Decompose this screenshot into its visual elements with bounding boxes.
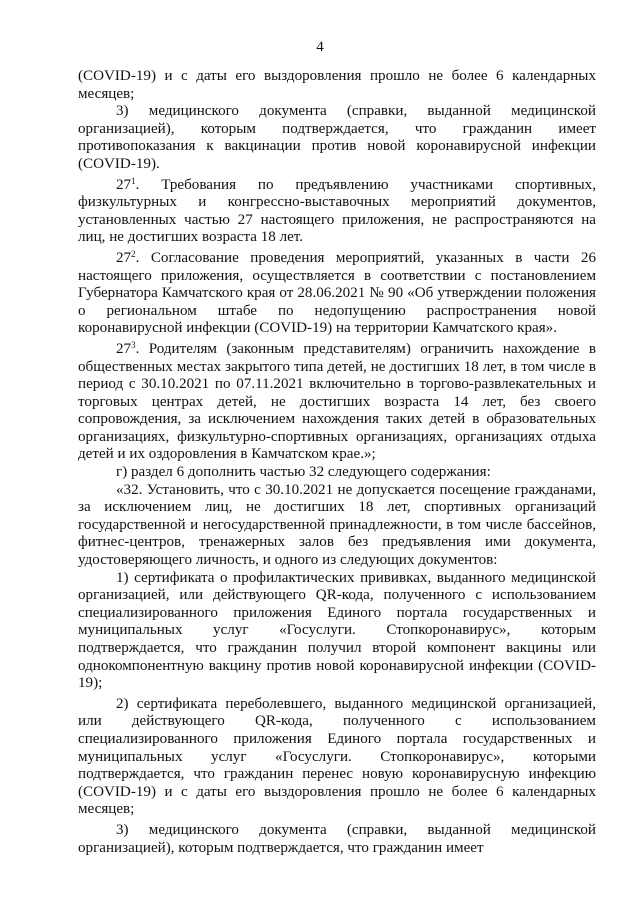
paragraph-part-27-2	[78, 250, 596, 338]
paragraph-number: 27	[116, 176, 132, 193]
paragraph-section-6-amendment	[78, 464, 596, 482]
paragraph-recovery-certificate	[78, 696, 596, 819]
paragraph-number-superscript: 1	[131, 175, 136, 186]
paragraph-number-superscript: 3	[131, 339, 136, 350]
paragraph-text: . Требования по предъявлению участниками спортивных, физкультурных и конгрессно-выставочных мероприятий документов, установленных частью 27 настоящего приложения, не распространяются на лиц, не достигших возраста 18 лет.	[78, 176, 596, 246]
page-number: 4	[316, 39, 324, 55]
document-body	[78, 68, 596, 857]
paragraph-text: 3) медицинского документа (справки, выданной медицинской организацией), которым подтверждается, что гражданин имеет противопоказания к вакцинации против новой коронавирусной инфекции (COVID-19).	[78, 103, 596, 172]
paragraph-text: . Согласование проведения мероприятий, указанных в части 26 настоящего приложения, осуществляется в соответствии с постановлением Губернатора Камчатского края от 28.06.2021 № 90 «Об утверждении положения о региональном штабе по недопущению распространения новой коронавирусной инфекции (COVID-19) на территории Камчатского края».	[78, 249, 596, 337]
paragraph-text: г) раздел 6 дополнить частью 32 следующего содержания:	[116, 464, 491, 481]
paragraph-number: 27	[116, 249, 132, 266]
paragraph-covid-recovery-end	[78, 68, 596, 103]
paragraph-text: (COVID-19) и с даты его выздоровления прошло не более 6 календарных месяцев;	[78, 68, 596, 102]
paragraph-part-27-1	[78, 177, 596, 247]
paragraph-medical-document	[78, 103, 596, 173]
paragraph-number-superscript: 2	[131, 248, 136, 259]
paragraph-part-27-3	[78, 341, 596, 464]
paragraph-text: 3) медицинского документа (справки, выданной медицинской организацией), которым подтверждается, что гражданин имеет	[78, 821, 596, 856]
paragraph-text: 1) сертификата о профилактических прививках, выданного медицинской организацией, или действующего QR-кода, полученного с использованием специализированного приложения Единого портала государственных и муниципальных услуг «Госуслуги. Стопкоронавирус», которым подтверждается, что гражданин получил второй компонент вакцины или однокомпонентную вакцину против новой коронавирусной инфекции (COVID-19);	[78, 569, 596, 692]
paragraph-part-32	[78, 482, 596, 570]
paragraph-text: «32. Установить, что с 30.10.2021 не допускается посещение гражданами, за исключением лиц, не достигших 18 лет, спортивных организаций государственной и негосударственной принадлежности, в том числе бассейнов, фитнес-центров, тренажерных залов без предъявления ими документа, удостоверяющего личность, и одного из следующих документов:	[78, 481, 596, 569]
paragraph-number: 27	[116, 340, 132, 357]
paragraph-medical-document-continued	[78, 822, 596, 857]
paragraph-text: . Родителям (законным представителям) ограничить нахождение в общественных местах закрытого типа детей, не достигших 18 лет, в том числе в период с 30.10.2021 по 07.11.2021 включительно в торгово-развлекательных и торговых центрах детей, не достигших возраста 14 лет, без своего сопровождения, за исключением нахождения таких детей в образовательных организациях, физкультурно-спортивных организациях, организациях отдыха детей и их оздоровления в Камчатском крае.»;	[78, 340, 596, 463]
paragraph-vaccination-certificate	[78, 570, 596, 693]
paragraph-text: 2) сертификата переболевшего, выданного медицинской организацией, или действующего QR-кода, полученного с использованием специализированного приложения Единого портала государственных и муниципальных услуг «Госуслуги. Стопкоронавирус», которыми подтверждается, что гражданин перенес новую коронавирусную инфекцию (COVID-19) и с даты его выздоровления прошло не более 6 календарных месяцев;	[78, 695, 596, 818]
